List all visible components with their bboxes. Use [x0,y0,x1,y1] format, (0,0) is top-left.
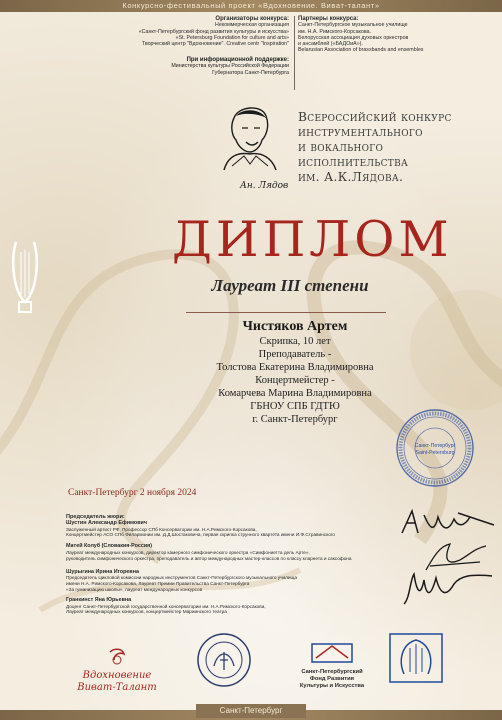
jury-member-name: Матей Колуб (Словакия-Россия) [66,543,153,550]
partners-line: Belarusian Association of brassbands and ensembles [298,47,424,54]
seal-stamp [395,408,475,488]
top-banner: Конкурсно-фестивальный проект «Вдохновение. Виват-талант» [0,0,502,12]
organizers-line: «St. Petersburg Foundation for culture and arts» [175,34,289,41]
support-heading: При информационной поддержке: [186,57,289,63]
partners-heading: Партнеры конкурса: [298,16,359,22]
college-logo-icon [386,630,446,686]
issue-date: Санкт-Петербург 2 ноября 2024 [68,488,197,498]
laureate-degree: Лауреат III степени [211,276,369,295]
logo-right-line-2: Фонд Развития [309,676,355,682]
contest-title [298,110,498,185]
logo-vdokhnovenie [62,646,172,701]
jury-block [66,515,406,615]
logo-left-line-1: Вдохновение [82,670,152,681]
organizers-block [89,16,289,47]
footer-city: Санкт-Петербург [196,704,306,718]
recipient-line: Преподаватель - [258,349,332,360]
logo-right-line-1: Санкт-Петербургский [301,669,363,675]
jury-member-detail: Концертмейстер АСО СПб Филармонии им. Д.Д.Шостаковича, первая скрипка струнного квартета имени И.Ф.Стравинского [66,532,336,538]
support-line: Министерства культуры Российской Федерации [171,63,289,70]
logo-right-line-3: Культуры и Искусства [299,683,365,689]
recipient-name: Чистяков Артем [242,319,348,334]
jury-member-detail: Лауреат международных конкурсов, концертмейстер Мариинского театра [66,609,227,615]
partners-line: и ансамблей («БАДОиА»). [298,41,363,48]
support-line: Губернатора Санкт-Петербурга [212,69,289,76]
jury-member-detail: Доцент Санкт-Петербургской государственной консерватории им. Н.А.Римского-Корсакова, [66,603,266,609]
header-divider [294,16,295,90]
organizers-line: Некоммерческая организация [215,22,289,29]
logo-college [386,630,446,691]
portrait-signature: Ан. Лядов [240,181,289,191]
recipient-line: ГБНОУ СПБ ГДТЮ [250,401,340,412]
foundation-logo-icon [282,640,382,664]
partners-line: Белорусская ассоциация духовых оркестров [298,34,409,41]
recipient-line: Комарчева Марина Владимировна [218,388,372,399]
partners-line: Санкт-Петербургское музыкальное училище [298,22,408,29]
contest-title-line: им. А.К.Лядова. [298,170,404,184]
support-block [89,57,289,76]
organizers-line: Творческий центр "Вдохновение". Creative centr "Inspiration" [141,41,289,48]
jury-member-detail: «За гуманизацию школы», лауреат международных конкурсов [66,586,203,592]
lyre-icon [10,232,40,324]
diploma-title: ДИПЛОМ [172,211,453,268]
title-divider [186,312,386,313]
seal-center-bottom: Saint-Petersburg [415,450,455,456]
jury-member-detail: руководитель симфонического оркестра, преподаватель и автор международных мастер-классов по классу кларнета и саксофона [66,555,352,561]
partners-line: им. Н.А. Римского-Корсакова. [298,28,372,35]
vdokhnovenie-logo-icon [62,646,172,696]
contest-title-line: исполнительства [298,155,409,169]
organizers-heading: Организаторы конкурса: [215,16,289,22]
recipient-line: Концертмейстер - [255,375,335,386]
jury-member-name: Гранкинст Яна Юрьевна [66,596,132,603]
signature-1 [398,505,498,539]
partners-block [298,16,498,54]
organizers-line: «Санкт-Петербургский фонд развития культуры и искусства» [138,28,289,35]
signature-3 [400,568,496,610]
jury-member-detail: Лауреат международных конкурсов, директор камерного симфонического оркестра «Симфониетта дель Арте», [66,549,310,555]
contest-title-line: Всероссийский конкурс [298,110,452,124]
contest-title-line: и вокального [298,140,384,154]
recipient-line: Толстова Екатерина Владимировна [216,362,374,373]
recipient-line: Скрипка, 10 лет [259,336,331,347]
jury-member-detail: Председатель Цикловой комиссии народных инструментов Санкт-Петербургского музыкального училища [66,575,297,581]
jury-member-detail: Заслуженный артист РФ, Профессор СПб Консерватории им. Н.А.Римского-Корсакова, [66,526,257,532]
jury-member-detail: имени Н.А. Римского-Корсакова, Лауреат Премии Правительства Санкт-Петербурга [66,581,250,587]
contest-title-line: инструментального [298,125,423,139]
emblem-icon [194,630,254,690]
seal-center-top: Санкт-Петербург [414,443,456,449]
lyadov-portrait-icon [204,100,296,192]
logo-left-line-2: Виват-Талант [77,682,157,693]
jury-member-name: Шурыгина Ирина Игоревна [66,568,139,575]
logo-emblem [194,630,254,695]
jury-heading: Председатель жюри: [66,514,125,520]
logo-foundation [282,640,382,690]
recipient-line: г. Санкт-Петербург [252,414,338,425]
jury-member-name: Шустин Александр Ефимович [66,519,147,526]
